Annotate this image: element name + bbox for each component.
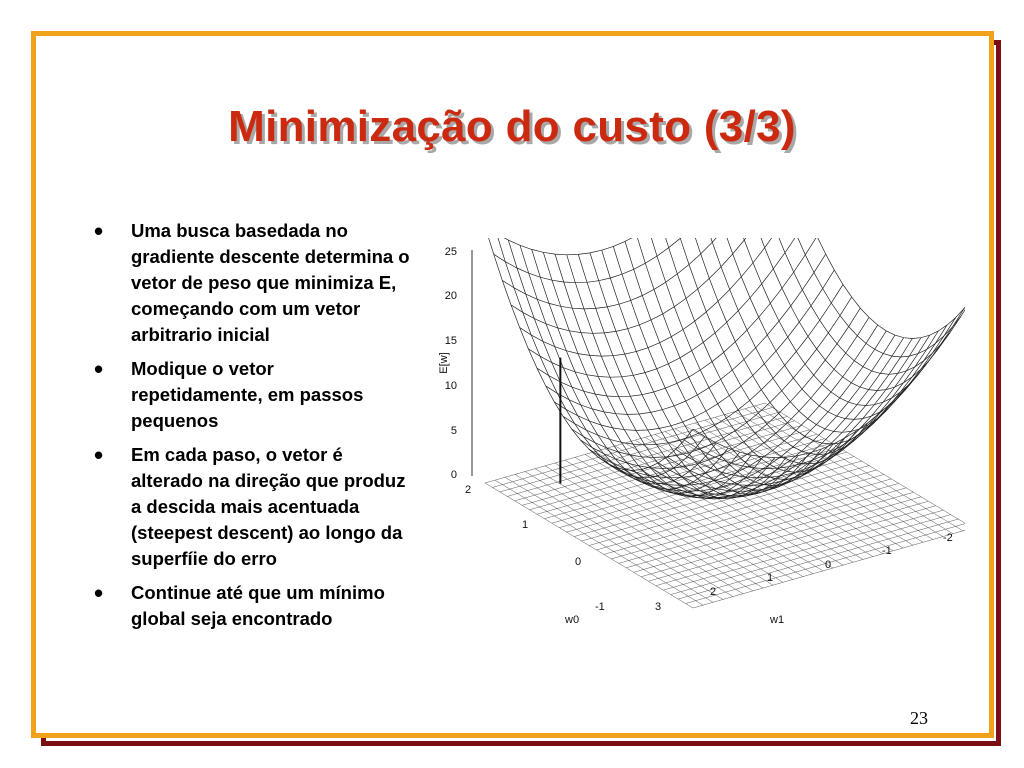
surface-mesh-line: [543, 252, 751, 496]
base-grid-line: [656, 506, 936, 586]
base-grid-line: [634, 492, 914, 572]
base-grid-line: [671, 515, 951, 595]
base-plane-grid: [485, 403, 965, 608]
w1-tick-label: 2: [710, 586, 717, 598]
z-tick-label: 20: [444, 290, 457, 302]
w0-axis-label: w0: [565, 614, 580, 626]
w0-tick-label: 0: [575, 556, 582, 568]
base-grid-line: [715, 417, 923, 542]
surface-mesh-line: [520, 245, 728, 489]
surface-mesh-line: [667, 325, 947, 485]
w1-tick-label: -1: [882, 545, 892, 557]
bullet-item: [90, 442, 410, 572]
slide-title: Minimização do custo (3/3): [228, 102, 796, 151]
bullet-text: Em cada paso, o vetor é alterado na direção que produz a descida mais acentuada (steepest descent) ao longo da superfíie do erro: [131, 444, 406, 569]
surface-mesh-line: [672, 238, 880, 455]
base-grid-line: [678, 519, 958, 599]
bullet-text: Continue até que um mínimo global seja encontrado: [131, 582, 385, 629]
z-tick-label: 0: [450, 469, 457, 481]
surface-mesh-line: [532, 249, 740, 493]
base-grid-line: [745, 409, 953, 534]
z-tick-label: 15: [444, 335, 457, 347]
surface-mesh-line: [546, 254, 826, 414]
surface-mesh-line: [554, 270, 834, 430]
bullet-item: [90, 218, 410, 348]
bullet-icon: •: [94, 216, 104, 246]
bullet-item: [90, 356, 410, 434]
surface-mesh-line: [676, 318, 956, 478]
base-grid-line: [619, 483, 899, 563]
w1-tick-label: -2: [943, 532, 953, 544]
surface-mesh-line: [648, 238, 856, 472]
surface-mesh-line: [494, 238, 774, 283]
w1-tick-label: 0: [825, 559, 832, 571]
w1-tick-label: 3: [655, 601, 662, 613]
w0-tick-label: -1: [595, 601, 605, 613]
bullet-text: Modique o vetor repetidamente, em passos pequenos: [131, 358, 364, 431]
z-tick-label: 5: [450, 425, 457, 437]
surface-mesh-line: [598, 325, 878, 485]
w0-tick-label: 1: [522, 519, 529, 531]
z-axis-label: E[w]: [438, 352, 450, 374]
bullet-icon: •: [94, 354, 104, 384]
surface-mesh-line: [695, 238, 903, 432]
surface-mesh-line: [683, 238, 891, 444]
base-grid-line: [755, 406, 963, 531]
base-grid-line: [625, 443, 833, 568]
base-grid-line: [735, 412, 943, 537]
z-tick-label: 10: [444, 380, 457, 392]
bullet-text: Uma busca basedada no gradiente descente determina o vetor de peso que minimiza E, começando com um vetor arbitrario inicial: [131, 220, 410, 345]
surface-mesh-line: [753, 238, 961, 357]
base-grid-line: [641, 497, 921, 577]
surface-mesh-line: [693, 297, 965, 457]
surface-mesh-line: [718, 238, 926, 406]
base-grid-line: [663, 510, 943, 590]
w1-tick-label: 1: [767, 572, 774, 584]
base-grid-line: [675, 429, 883, 554]
bullet-icon: •: [94, 578, 104, 608]
base-grid-line: [705, 420, 913, 545]
w1-axis-label: w1: [770, 614, 785, 626]
surface-mesh-line: [485, 238, 765, 255]
surface-mesh-line: [684, 308, 964, 468]
page-number: 23: [910, 708, 928, 728]
z-tick-label: 25: [444, 246, 457, 258]
base-grid-line: [648, 501, 928, 581]
error-surface-mesh: [485, 238, 965, 499]
error-surface-plot: [425, 238, 965, 638]
bullet-icon: •: [94, 440, 104, 470]
base-grid-line: [626, 488, 906, 568]
w0-tick-label: 2: [465, 484, 472, 496]
bullet-item: [90, 580, 410, 632]
bullet-list: [90, 218, 410, 640]
